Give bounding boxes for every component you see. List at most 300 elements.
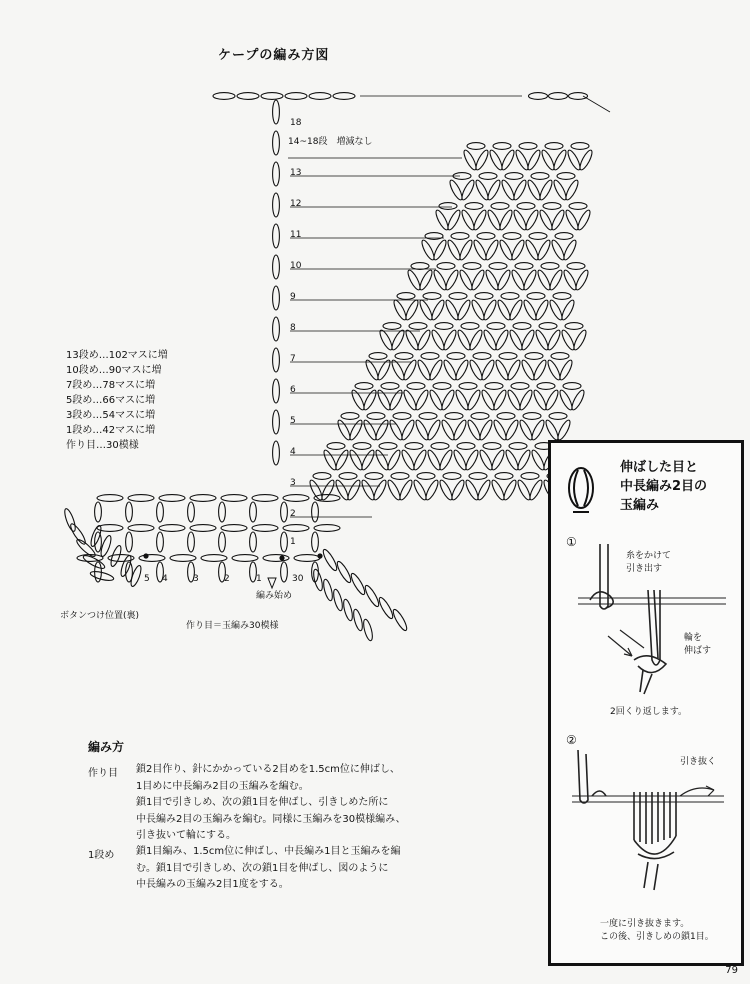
stitch-symbol bbox=[363, 584, 381, 608]
note-line: 引き出す bbox=[626, 564, 663, 574]
stitch-symbol bbox=[428, 359, 444, 382]
stitch-symbol bbox=[495, 473, 513, 480]
step-line: 鎖2目作り、針にかかっている2目めを1.5cm位に伸ばし、 bbox=[136, 764, 400, 775]
stitch-symbol bbox=[97, 495, 123, 502]
stitch-symbol bbox=[465, 203, 483, 210]
stitch-symbol bbox=[512, 179, 528, 202]
note-line: 輪を bbox=[684, 633, 703, 643]
stitch-symbol bbox=[273, 100, 280, 124]
stitch-symbol bbox=[454, 359, 470, 382]
stitch-symbol bbox=[126, 502, 133, 522]
stitch-symbol bbox=[393, 413, 411, 420]
stitch-symbol bbox=[365, 473, 383, 480]
motif-number: 1 bbox=[256, 574, 262, 584]
stitch-symbol bbox=[426, 419, 442, 442]
stitch-symbol bbox=[157, 502, 164, 522]
note-line: 伸ばす bbox=[684, 646, 712, 656]
stitch-symbol bbox=[320, 479, 336, 502]
stitch-symbol bbox=[407, 383, 425, 390]
chart-title: ケープの編み方図 bbox=[218, 48, 330, 63]
stitch-symbol bbox=[499, 353, 517, 360]
stitch-symbol bbox=[362, 618, 374, 641]
stitch-symbol bbox=[496, 269, 512, 292]
stitch-symbol bbox=[474, 149, 490, 172]
stitch-symbol bbox=[567, 263, 585, 270]
start-label: 編み始め bbox=[256, 591, 293, 601]
technique-title-line: 伸ばした目と bbox=[620, 460, 699, 475]
stitch-symbol bbox=[312, 532, 319, 552]
stitch-symbol bbox=[437, 263, 455, 270]
stitch-symbol bbox=[560, 299, 576, 322]
stitch-symbol bbox=[421, 353, 439, 360]
stitch-symbol bbox=[489, 263, 507, 270]
stitch-symbol bbox=[452, 419, 468, 442]
step-line: 引き抜いて輪にする。 bbox=[136, 830, 236, 841]
stitch-symbol bbox=[188, 532, 195, 552]
stitch-symbol bbox=[552, 149, 568, 172]
stitch-symbol bbox=[506, 359, 522, 382]
technique-title bbox=[620, 458, 707, 515]
stitch-symbol bbox=[558, 359, 574, 382]
stitch-symbol bbox=[479, 173, 497, 180]
stitch-symbol bbox=[95, 502, 102, 522]
stitch-symbol bbox=[398, 479, 414, 502]
motif-number: 3 bbox=[193, 574, 199, 584]
stitch-symbol bbox=[263, 555, 289, 562]
row-number: 10 bbox=[290, 261, 302, 271]
stitch-symbol bbox=[459, 383, 477, 390]
stitch-symbol bbox=[273, 379, 280, 403]
row-number: 11 bbox=[290, 230, 302, 240]
row-number: 2 bbox=[290, 509, 296, 519]
stitch-symbol bbox=[273, 286, 280, 310]
stitch-symbol bbox=[538, 179, 554, 202]
stitch-symbol bbox=[456, 299, 472, 322]
increase-note: 7段め…78マスに増 bbox=[66, 380, 156, 391]
increase-note: 13段め…102マスに増 bbox=[66, 350, 168, 361]
stitch-symbol bbox=[543, 203, 561, 210]
stitch-symbol bbox=[334, 449, 350, 472]
stitch-symbol bbox=[201, 555, 227, 562]
stitch-symbol bbox=[500, 149, 516, 172]
step-line: 鎖1目で引きしめ、次の鎖1目を伸ばし、引きしめた所に bbox=[136, 797, 389, 808]
stitch-symbol bbox=[321, 548, 339, 572]
stitch-symbol bbox=[464, 449, 480, 472]
stitch-symbol bbox=[374, 419, 390, 442]
motif-number: 5 bbox=[144, 574, 150, 584]
button-position-label: ボタンつけ位置(裏) bbox=[60, 611, 140, 621]
stitch-symbol bbox=[348, 419, 364, 442]
stitch-symbol bbox=[544, 389, 560, 412]
stitch-symbol bbox=[510, 239, 526, 262]
stitch-symbol bbox=[367, 413, 385, 420]
step-heading: 1段め bbox=[88, 850, 115, 861]
stitch-symbol bbox=[397, 293, 415, 300]
stitch-symbol bbox=[471, 413, 489, 420]
stitch-symbol bbox=[451, 233, 469, 240]
stitch-symbol bbox=[469, 473, 487, 480]
increase-note: 1段め…42マスに増 bbox=[66, 425, 156, 436]
stitch-symbol bbox=[312, 562, 319, 582]
stitch-symbol bbox=[219, 502, 226, 522]
stitch-symbol bbox=[551, 353, 569, 360]
stitch-symbol bbox=[273, 162, 280, 186]
stitch-symbol bbox=[353, 443, 371, 450]
motif-number: 4 bbox=[162, 574, 168, 584]
stitch-symbol bbox=[461, 323, 479, 330]
stitch-symbol bbox=[549, 93, 568, 100]
stitch-symbol bbox=[409, 323, 427, 330]
stitch-symbol bbox=[522, 269, 538, 292]
foundation-label: 作り目＝玉編み30模様 bbox=[186, 621, 279, 631]
stitch-symbol bbox=[515, 263, 533, 270]
stitch-symbol bbox=[529, 233, 547, 240]
step-line: 鎖1目編み、1.5cm位に伸ばし、中長編み1目と玉編みを編 bbox=[136, 846, 401, 857]
stitch-symbol bbox=[442, 329, 458, 352]
stitch-symbol bbox=[519, 143, 537, 150]
row-number: 8 bbox=[290, 323, 296, 333]
stitch-symbol bbox=[536, 239, 552, 262]
stitch-symbol bbox=[541, 263, 559, 270]
stitch-symbol bbox=[485, 383, 503, 390]
row-number: 9 bbox=[290, 292, 296, 302]
stitch-symbol bbox=[332, 588, 344, 611]
row-number: 3 bbox=[290, 478, 296, 488]
stitch-symbol bbox=[492, 389, 508, 412]
stitch-symbol bbox=[444, 269, 460, 292]
increase-note: 5段め…66マスに増 bbox=[66, 395, 156, 406]
stitch-symbol bbox=[569, 93, 588, 100]
step2-number: ② bbox=[566, 733, 577, 747]
stitch-symbol bbox=[546, 329, 562, 352]
stitch-symbol bbox=[369, 353, 387, 360]
step1-number: ① bbox=[566, 535, 577, 549]
stitch-symbol bbox=[190, 495, 216, 502]
stitch-symbol bbox=[572, 329, 588, 352]
stitch-symbol bbox=[322, 578, 334, 601]
stitch-symbol bbox=[502, 479, 518, 502]
stitch-symbol bbox=[430, 299, 446, 322]
stitch-symbol bbox=[491, 203, 509, 210]
stitch-symbol bbox=[418, 269, 434, 292]
stitch-symbol bbox=[250, 532, 257, 552]
step-heading: 作り目 bbox=[88, 768, 118, 779]
stitch-symbol bbox=[261, 93, 283, 100]
stitch-symbol bbox=[509, 443, 527, 450]
technique-title-line: 玉編み bbox=[620, 498, 660, 513]
stitch-symbol bbox=[213, 93, 235, 100]
stitch-symbol bbox=[574, 269, 590, 292]
stitch-symbol bbox=[527, 293, 545, 300]
stitch-symbol bbox=[553, 293, 571, 300]
stitch-symbol bbox=[466, 389, 482, 412]
stitch-symbol bbox=[283, 525, 309, 532]
step2-caption bbox=[600, 918, 714, 944]
stitch-symbol bbox=[341, 413, 359, 420]
stitch-symbol bbox=[405, 443, 423, 450]
stitch-symbol bbox=[556, 419, 572, 442]
stitch-symbol bbox=[346, 479, 362, 502]
stitch-symbol bbox=[525, 353, 543, 360]
stitch-symbol bbox=[273, 255, 280, 279]
stitch-symbol bbox=[476, 479, 492, 502]
stitch-symbol bbox=[468, 329, 484, 352]
stitch-symbol bbox=[188, 502, 195, 522]
stitch-symbol bbox=[494, 329, 510, 352]
stitch-symbol bbox=[333, 93, 355, 100]
stitch-symbol bbox=[520, 329, 536, 352]
stitch-symbol bbox=[90, 570, 115, 582]
stitch-symbol bbox=[570, 389, 586, 412]
stitch-symbol bbox=[503, 233, 521, 240]
stitch-symbol bbox=[493, 143, 511, 150]
stitch-symbol bbox=[513, 323, 531, 330]
stitch-symbol bbox=[440, 389, 456, 412]
page-number: 79 bbox=[725, 965, 738, 976]
stitch-symbol bbox=[139, 555, 165, 562]
stitch-symbol bbox=[388, 389, 404, 412]
stitch-symbol bbox=[412, 449, 428, 472]
stitch-symbol bbox=[565, 323, 583, 330]
stitch-symbol bbox=[159, 495, 185, 502]
stitch-symbol bbox=[128, 525, 154, 532]
stitch-symbol bbox=[578, 149, 594, 172]
stitch-symbol bbox=[526, 149, 542, 172]
stitch-symbol bbox=[523, 413, 541, 420]
stitch-symbol bbox=[313, 473, 331, 480]
stitch-symbol bbox=[273, 441, 280, 465]
stitch-symbol bbox=[505, 173, 523, 180]
stitch-symbol bbox=[450, 479, 466, 502]
stitch-symbol bbox=[482, 299, 498, 322]
stitch-symbol bbox=[339, 473, 357, 480]
stitch-symbol bbox=[273, 131, 280, 155]
stitch-symbol bbox=[273, 193, 280, 217]
stitch-symbol bbox=[349, 572, 367, 596]
stitch-symbol bbox=[63, 508, 78, 533]
row-number: 5 bbox=[290, 416, 296, 426]
stitch-symbol bbox=[517, 203, 535, 210]
stitch-symbol bbox=[545, 143, 563, 150]
stitch-symbol bbox=[487, 323, 505, 330]
stitch-symbol bbox=[555, 233, 573, 240]
stitch-symbol bbox=[423, 293, 441, 300]
caption-line: この後、引きしめの鎖1目。 bbox=[600, 932, 714, 942]
stitch-symbol bbox=[281, 502, 288, 522]
chart-guide-line bbox=[583, 96, 610, 112]
stitch-symbol bbox=[273, 410, 280, 434]
stitch-symbol bbox=[431, 443, 449, 450]
step-line: 中長編みの玉編み2目1度をする。 bbox=[136, 879, 289, 890]
stitch-symbol bbox=[129, 565, 143, 588]
stitch-symbol bbox=[443, 473, 461, 480]
stitch-symbol bbox=[383, 323, 401, 330]
step1-caption: 2回くり返します。 bbox=[610, 707, 688, 717]
stitch-symbol bbox=[562, 239, 578, 262]
stitch-symbol bbox=[377, 596, 395, 620]
instructions-title: 編み方 bbox=[88, 740, 125, 754]
stitch-symbol bbox=[273, 317, 280, 341]
stitch-symbol bbox=[285, 93, 307, 100]
stitch-symbol bbox=[312, 502, 319, 522]
stitch-symbol bbox=[362, 389, 378, 412]
stitch-symbol bbox=[404, 299, 420, 322]
stitch-symbol bbox=[237, 93, 259, 100]
stitch-symbol bbox=[467, 143, 485, 150]
step2-note: 引き抜く bbox=[680, 757, 717, 767]
step-body bbox=[136, 762, 436, 845]
step-body bbox=[136, 844, 436, 894]
row-number: 4 bbox=[290, 447, 296, 457]
stitch-symbol bbox=[252, 525, 278, 532]
marker-dot bbox=[317, 553, 322, 558]
stitch-symbol bbox=[447, 353, 465, 360]
stitch-symbol bbox=[534, 299, 550, 322]
stitch-symbol bbox=[458, 239, 474, 262]
step-line: む。鎖1目で引きしめ、次の鎖1目を伸ばし、図のように bbox=[136, 862, 389, 874]
step1-note-b bbox=[684, 632, 711, 658]
stitch-symbol bbox=[484, 239, 500, 262]
stitch-symbol bbox=[157, 532, 164, 552]
stitch-symbol bbox=[411, 263, 429, 270]
stitch-symbol bbox=[530, 419, 546, 442]
stitch-symbol bbox=[273, 224, 280, 248]
stitch-symbol bbox=[381, 383, 399, 390]
stitch-symbol bbox=[518, 389, 534, 412]
stitch-symbol bbox=[417, 473, 435, 480]
stitch-symbol bbox=[497, 413, 515, 420]
stitch-symbol bbox=[483, 443, 501, 450]
stitch-symbol bbox=[490, 449, 506, 472]
stitch-symbol bbox=[557, 173, 575, 180]
stitch-symbol bbox=[508, 299, 524, 322]
stitch-symbol bbox=[342, 598, 354, 621]
stitch-symbol bbox=[159, 525, 185, 532]
stitch-symbol bbox=[445, 413, 463, 420]
increase-note: 3段め…54マスに増 bbox=[66, 410, 156, 421]
step1-note-a bbox=[626, 550, 671, 576]
marker-dot bbox=[279, 555, 284, 560]
stitch-symbol bbox=[501, 293, 519, 300]
stitch-symbol bbox=[281, 562, 288, 582]
stitch-symbol bbox=[395, 353, 413, 360]
start-arrow-icon bbox=[268, 578, 276, 588]
step2-illustration bbox=[572, 750, 724, 890]
technique-illustrations bbox=[548, 440, 744, 966]
stitch-symbol bbox=[372, 479, 388, 502]
stitch-symbol bbox=[352, 608, 364, 631]
stitch-symbol bbox=[550, 209, 566, 232]
stitch-symbol bbox=[498, 209, 514, 232]
stitch-symbol bbox=[524, 209, 540, 232]
stitch-symbol bbox=[360, 449, 376, 472]
row-number: 18 bbox=[290, 118, 302, 128]
stitch-symbol bbox=[439, 203, 457, 210]
stitch-symbol bbox=[433, 383, 451, 390]
stitch-symbol bbox=[480, 359, 496, 382]
stitch-symbol bbox=[309, 93, 331, 100]
stitch-symbol bbox=[532, 359, 548, 382]
stitch-symbol bbox=[221, 495, 247, 502]
stitch-symbol bbox=[477, 233, 495, 240]
stitch-symbol bbox=[521, 473, 539, 480]
stitch-symbol bbox=[576, 209, 592, 232]
stitch-symbol bbox=[400, 419, 416, 442]
stitch-symbol bbox=[463, 263, 481, 270]
stitch-symbol bbox=[504, 419, 520, 442]
puff-stitch-symbol-icon bbox=[569, 468, 593, 512]
row-number: 12 bbox=[290, 199, 302, 209]
stitch-symbol bbox=[414, 389, 430, 412]
stitch-symbol bbox=[232, 555, 258, 562]
stitch-symbol bbox=[438, 449, 454, 472]
stitch-symbol bbox=[128, 495, 154, 502]
stitch-symbol bbox=[473, 353, 491, 360]
stitch-symbol bbox=[549, 413, 567, 420]
step-line: 1目めに中長編み2目の玉編みを編む。 bbox=[136, 780, 309, 792]
stitch-symbol bbox=[548, 269, 564, 292]
stitch-symbol bbox=[170, 555, 196, 562]
stitch-symbol bbox=[391, 608, 409, 632]
stitch-symbol bbox=[470, 269, 486, 292]
note-line: 糸をかけて bbox=[626, 551, 672, 561]
stitch-symbol bbox=[221, 525, 247, 532]
stitch-symbol bbox=[379, 443, 397, 450]
stitch-symbol bbox=[475, 293, 493, 300]
stitch-symbol bbox=[569, 203, 587, 210]
stitch-symbol bbox=[528, 479, 544, 502]
row-number: 7 bbox=[290, 354, 296, 364]
rows-14-18-note: 14~18段 増減なし bbox=[288, 137, 373, 147]
marker-dot bbox=[143, 553, 148, 558]
stitch-symbol bbox=[486, 179, 502, 202]
stitch-symbol bbox=[419, 413, 437, 420]
stitch-symbol bbox=[516, 449, 532, 472]
step-line: 中長編み2目の玉編みを編む。同様に玉編みを30模様編み、 bbox=[136, 813, 406, 825]
stitch-symbol bbox=[472, 209, 488, 232]
stitch-symbol bbox=[478, 419, 494, 442]
row-number: 1 bbox=[290, 537, 296, 547]
stitch-symbol bbox=[126, 532, 133, 552]
stitch-symbol bbox=[537, 383, 555, 390]
stitch-symbol bbox=[250, 502, 257, 522]
stitch-symbol bbox=[539, 323, 557, 330]
stitch-symbol bbox=[252, 495, 278, 502]
stitch-symbol bbox=[314, 525, 340, 532]
stitch-symbol bbox=[219, 532, 226, 552]
stitch-symbol bbox=[190, 525, 216, 532]
stitch-symbol bbox=[390, 329, 406, 352]
increase-note: 10段め…90マスに増 bbox=[66, 365, 162, 376]
stitch-symbol bbox=[327, 443, 345, 450]
caption-line: 一度に引き抜きます。 bbox=[600, 919, 690, 929]
stitch-symbol bbox=[335, 560, 353, 584]
stitch-symbol bbox=[435, 323, 453, 330]
stitch-symbol bbox=[529, 93, 548, 100]
technique-title-line: 中長編み2目の bbox=[620, 479, 708, 494]
stitch-symbol bbox=[391, 473, 409, 480]
stitch-symbol bbox=[425, 233, 443, 240]
row-number: 13 bbox=[290, 168, 302, 178]
stitch-symbol bbox=[312, 568, 324, 591]
stitch-symbol bbox=[386, 449, 402, 472]
stitch-symbol bbox=[273, 348, 280, 372]
stitch-symbol bbox=[460, 179, 476, 202]
stitch-symbol bbox=[511, 383, 529, 390]
increase-note: 作り目…30模様 bbox=[66, 440, 139, 451]
motif-number: 2 bbox=[224, 574, 230, 584]
stitch-symbol bbox=[281, 532, 288, 552]
